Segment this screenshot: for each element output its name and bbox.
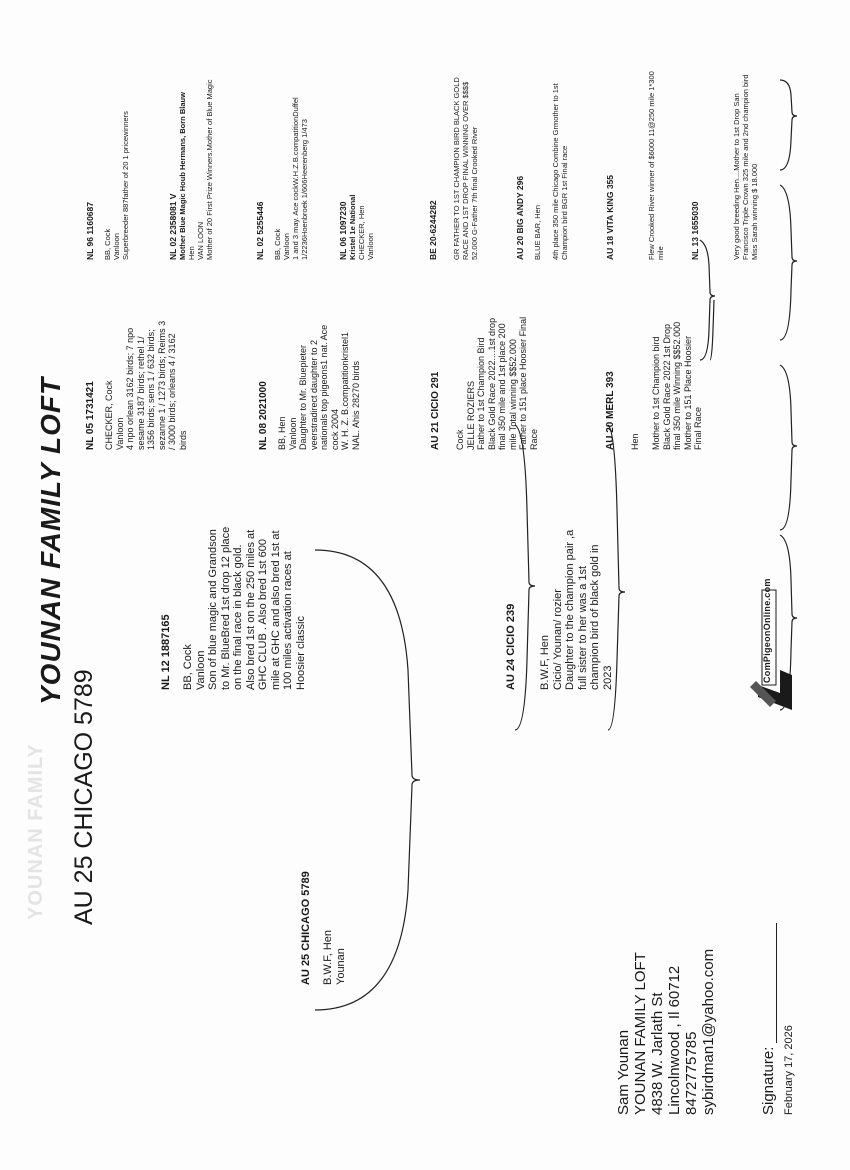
gen4-line — [638, 10, 647, 260]
gen4-line: Hen — [187, 246, 196, 260]
gen4-line: Champion bird BGR 1st Final race — [560, 145, 569, 260]
dam-line: 2023 — [601, 665, 614, 690]
gen4-line — [629, 10, 638, 260]
sire-line: Son of blue magic and Grandson — [207, 529, 219, 690]
gen3-line: sesame 3187 birds; rethel 1/ — [135, 336, 146, 450]
gen3-line: BB, Hen — [277, 416, 287, 450]
gen4-line: BB, Cock — [273, 228, 282, 260]
gen3-line: cock 2004 — [329, 408, 340, 450]
sire-line: GHC CLUB . Also bred 1st 600 — [257, 538, 269, 690]
gen4-line — [542, 10, 551, 260]
gen4-line: Flew Crooked River winner of $6000 11@250 mile 1*300 — [647, 71, 656, 260]
sire-line: Vanloon — [194, 650, 207, 690]
gen3-line: Mother to 1st Champion bird — [651, 336, 661, 450]
sire-description — [182, 480, 307, 690]
gen4-block-4 — [338, 10, 375, 260]
owner-city: Lincolnwood , Il 60712 — [666, 965, 683, 1115]
gen4-line: Superbreeder 887father of 20 1 pricewinners — [121, 111, 130, 260]
gen3-line: sezanne 1 / 1273 birds; Reims 3 — [156, 320, 167, 450]
owner-loft: YOUNAN FAMILY LOFT — [632, 952, 649, 1115]
logo-text: ComPigeonOnline.com — [762, 578, 772, 683]
gen4-line: RACE AND 1ST DROP FINAL WINNING OVER $$$$ — [461, 81, 470, 260]
gen4-line: Vanloon — [366, 233, 375, 260]
gen3-ring: AU 21 CICIO 291 — [430, 371, 441, 450]
gen4-line: BLUE BAR, Hen — [533, 204, 542, 260]
gen3-line: JELLE ROZIERS — [465, 380, 476, 450]
owner-block — [615, 855, 717, 1115]
dam-line: B.W.F, Hen — [539, 634, 551, 690]
gen3-ring: NL 08 2021000 — [258, 381, 269, 450]
dam-line: champion bird of black gold in — [589, 544, 601, 690]
gen4-bold-line: Kristel 1e National — [348, 194, 357, 260]
gen4-line: Vanloon — [282, 233, 291, 260]
gen4-line: GR FATHER TO 1ST CHAMPION BIRD BLACK GOLD — [452, 77, 461, 260]
gen3-block-3 — [430, 270, 539, 450]
signature-block — [760, 855, 795, 1115]
sire-line: mile at GHC and also bred 1st at — [269, 530, 282, 690]
gen3-line: Father to 151 place Hoosier Final — [518, 316, 528, 450]
gen3-line: NAL. Ahis 28270 birds — [350, 360, 361, 450]
dam-line: Cicio/ Younan/ rozier — [551, 589, 564, 690]
gen4-block-6 — [515, 10, 569, 260]
gen3-line: 1356 birds; sens 1 / 632 birds; — [146, 329, 156, 450]
gen4-ring: NL 06 1097230 — [338, 201, 348, 260]
gen3-line: 4 npo orlean 3162 birds; 7 npo — [125, 327, 135, 450]
gen3-line — [641, 270, 652, 450]
gen4-line: Vanloon — [112, 233, 121, 260]
sire-line: 100 miles activation races at — [282, 551, 294, 690]
gen3-line: Hen — [630, 433, 640, 450]
subject-ring: AU 25 CHICAGO 5789 — [300, 871, 312, 985]
owner-email: sybirdman1@yahoo.com — [700, 948, 717, 1115]
compigeon-logo — [740, 578, 800, 715]
subject-desc-1: B.W.F, Hen — [322, 929, 334, 985]
dam-line: full sister to her was a 1st — [576, 565, 589, 690]
gen4-block-2 — [168, 10, 214, 260]
gen3-block-4 — [605, 270, 704, 450]
gen4-line — [714, 10, 723, 260]
gen3-line: Mother to 151 Place Hoosier — [682, 335, 693, 450]
dam-line: Daughter to the champion pair ,a — [564, 529, 576, 690]
brace-gen3-3 — [780, 365, 797, 530]
dam-ring: AU 24 CICIO 239 — [505, 603, 517, 690]
gen3-line: Father to 1st Champion Bird — [476, 337, 486, 450]
gen4-line: BB, Cock — [103, 228, 112, 260]
brace-gen3-5 — [780, 185, 797, 340]
signature-date: February 17, 2026 — [783, 1025, 795, 1115]
gen4-line: mile — [656, 246, 665, 260]
gen4-block-5 — [428, 10, 479, 260]
gen4-line: Miss Sarah winning $ 18.000 — [750, 163, 759, 260]
gen3-block-1 — [85, 270, 188, 450]
gen3-line: Black Gold Race 2022....1st drop — [486, 317, 497, 450]
signature-label: Signature: — [760, 1046, 777, 1115]
gen3-line: mile Total winning $$52.000 — [507, 339, 518, 450]
signature-line — [762, 923, 777, 1043]
ghost-watermark-title: YOUNAN FAMILY — [25, 743, 47, 920]
gen4-block-1 — [85, 10, 130, 260]
page-subtitle: AU 25 CHICAGO 5789 — [70, 669, 98, 925]
gen3-line: final 350 mile and 1st place 200 — [497, 323, 507, 450]
sire-line: Also bred 1st on the 250 miles at — [244, 529, 257, 690]
sire-line: Hoosier classic — [294, 616, 307, 690]
gen4-line: Mother of 20 First Prize Winners.Mother of Blue Magic — [205, 79, 214, 260]
gen4-line: 1/2236Hoenbroek 1/606Heerenberg 1/473 — [300, 119, 309, 260]
gen4-line — [723, 10, 732, 260]
gen3-line: Vanloon — [114, 417, 125, 450]
owner-street: 4838 W. Jarlath St — [649, 992, 666, 1115]
subject-desc-2: Younan — [334, 948, 347, 985]
subject-block — [300, 785, 347, 985]
gen4-block-7 — [605, 10, 665, 260]
gen3-line: birds — [177, 430, 188, 450]
gen3-line: Final Race — [693, 406, 703, 450]
gen4-ring: NL 96 1160687 — [85, 202, 95, 260]
sire-line: on the final race in black gold. — [232, 544, 244, 690]
gen4-ring: AU 18 VITA KING 355 — [605, 174, 615, 260]
gen3-line: / 3000 birds; orleans 4 / 3162 — [167, 333, 177, 450]
sire-line: to Mr. BlueBred 1st drop 12 place — [219, 526, 232, 690]
page-title: YOUNAN FAMILY LOFT — [35, 376, 66, 705]
gen4-ring: NL 02 2358081 V — [168, 193, 178, 260]
gen3-ring: NL 05 1731421 — [85, 381, 96, 450]
gen3-line: Black Gold Race 2022 1st Drop — [661, 323, 672, 450]
gen3-line: CHECKER, Cock — [104, 380, 114, 450]
gen4-line: 52.000 G-Father 7th final Crooked River — [470, 126, 479, 260]
gen3-line: nationals top pigeons1 nat. Ace — [319, 324, 329, 450]
gen4-line: Francisco Triple Crown 325 mile and 2nd champion bird — [741, 74, 750, 260]
sire-line: BB, Cock — [182, 644, 194, 690]
owner-name: Sam Younan — [615, 1029, 632, 1115]
gen3-block-2 — [258, 270, 361, 450]
sire-ring: NL 12 1887165 — [160, 614, 172, 690]
sire-block — [160, 480, 307, 690]
gen3-line: Daughter to Mr. Bluepieter — [298, 344, 308, 450]
gen3-line: Cock — [455, 429, 465, 450]
gen4-ring: NL 02 5255446 — [255, 201, 265, 260]
gen4-line: Very good breeding Hen....Mother to 1st Drop San — [732, 93, 741, 260]
gen4-ring: AU 20 BIG ANDY 296 — [515, 175, 525, 260]
gen4-line: 1 and 3 may. Ace cockW.H.Z.B.compatitionDuffel — [291, 97, 300, 260]
owner-phone: 8472775785 — [683, 1031, 700, 1115]
gen4-line: 4th place 350 mile Chicago Combine Grmother to 1st — [551, 83, 560, 260]
gen3-line: Race — [528, 428, 539, 450]
gen4-line: VAN LOON — [196, 221, 205, 260]
brace-gen3-6 — [780, 80, 797, 170]
gen3-line: veerstradirect daughter to 2 — [308, 339, 319, 450]
gen4-line: CHECKER, Hen — [357, 205, 366, 260]
gen4-ring: NL 13 1655030 — [690, 201, 700, 260]
gen4-block-8 — [690, 10, 759, 260]
gen3-line: W. H. Z. B.compatitionkristel1 — [340, 331, 350, 450]
gen3-line: final 350 mile Winning $$52.000 — [672, 321, 682, 450]
gen3-ring: AU 20 MERL 393 — [605, 371, 616, 450]
brace-gen3-2 — [710, 300, 714, 360]
gen3-line: Vanloon — [287, 417, 298, 450]
dam-description — [539, 480, 614, 690]
gen4-bold-line: Mother Blue Magic Houb Hermans, Born Blauw — [178, 92, 187, 260]
gen4-ring: BE 20-6244282 — [428, 200, 438, 260]
gen4-block-3 — [255, 10, 309, 260]
dam-block — [505, 480, 614, 690]
